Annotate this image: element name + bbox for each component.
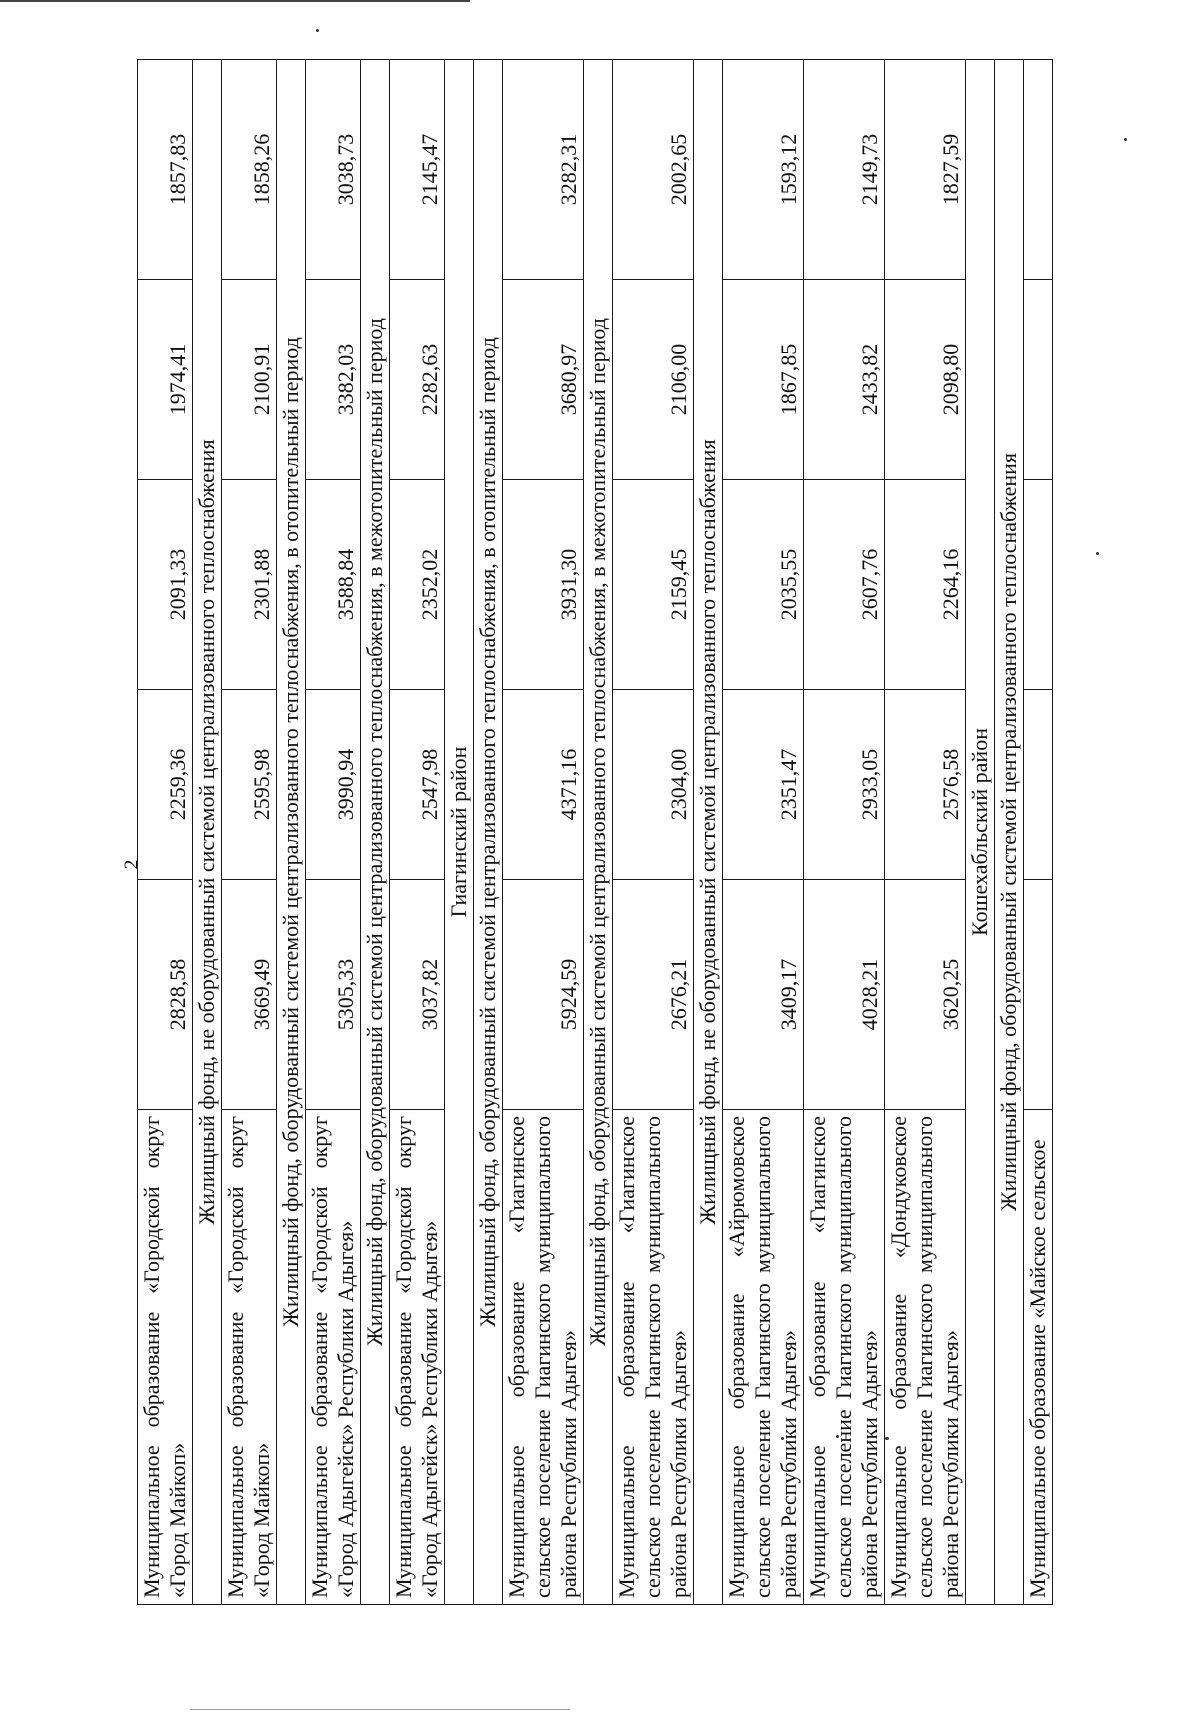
- section-row: [361, 60, 390, 1605]
- section-heading: Жилищный фонд, оборудованный системой централизованного теплоснабжения: [995, 60, 1024, 1605]
- municipality-name-cell: Муниципальное образование «Гиагинское сельское поселение Гиагинского муниципального района Республики Адыгея»: [503, 1110, 584, 1605]
- value-cell: 2259,36: [138, 690, 193, 880]
- section-heading: Гиагинский район: [445, 60, 474, 1605]
- scan-speck: [1096, 552, 1099, 555]
- municipality-name-cell: Муниципальное образование «Дондуковское сельское поселение Гиагинского муниципального района Республики Адыгея»: [885, 1110, 966, 1605]
- table-row: [613, 60, 694, 1605]
- value-cell: 1858,26: [222, 60, 277, 280]
- value-cell: 2576,58: [885, 690, 966, 880]
- scan-edge-top: [0, 0, 470, 2]
- tariff-table: [137, 59, 1053, 1605]
- value-cell: 2159,45: [613, 480, 694, 690]
- table-row: [1024, 60, 1053, 1605]
- section-row: [966, 60, 995, 1605]
- value-cell: 2098,80: [885, 280, 966, 480]
- table-row: [390, 60, 445, 1605]
- value-cell: 2607,76: [804, 480, 885, 690]
- value-cell: 2351,47: [723, 690, 804, 880]
- section-row: [193, 60, 222, 1605]
- value-cell: 2352,02: [390, 480, 445, 690]
- section-heading: Кошехабльский район: [966, 60, 995, 1605]
- section-heading: Жилищный фонд, не оборудованный системой централизованного теплоснабжения: [694, 60, 723, 1605]
- value-cell: 5305,33: [306, 880, 361, 1110]
- municipality-name-cell: Муниципальное образование «Городской округ «Город Майкоп»: [138, 1110, 193, 1605]
- value-cell: 3382,03: [306, 280, 361, 480]
- value-cell: 2933,05: [804, 690, 885, 880]
- value-cell: 4371,16: [503, 690, 584, 880]
- value-cell: 3588,84: [306, 480, 361, 690]
- value-cell: [1024, 880, 1053, 1110]
- section-row: [995, 60, 1024, 1605]
- value-cell: 3680,97: [503, 280, 584, 480]
- value-cell: 2264,16: [885, 480, 966, 690]
- value-cell: 3282,31: [503, 60, 584, 280]
- value-cell: 2595,98: [222, 690, 277, 880]
- value-cell: 3409,17: [723, 880, 804, 1110]
- value-cell: 1867,85: [723, 280, 804, 480]
- value-cell: 2301,88: [222, 480, 277, 690]
- section-row: [584, 60, 613, 1605]
- section-heading: Жилищный фонд, оборудованный системой централизованного теплоснабжения, в отопительный период: [474, 60, 503, 1605]
- value-cell: 2433,82: [804, 280, 885, 480]
- value-cell: 2676,21: [613, 880, 694, 1110]
- municipality-name-cell: Муниципальное образование «Городской округ «Город Майкоп»: [222, 1110, 277, 1605]
- value-cell: 5924,59: [503, 880, 584, 1110]
- table-row: [222, 60, 277, 1605]
- value-cell: 2304,00: [613, 690, 694, 880]
- section-heading: Жилищный фонд, оборудованный системой централизованного теплоснабжения, в межотопительный период: [584, 60, 613, 1605]
- value-cell: 4028,21: [804, 880, 885, 1110]
- value-cell: [1024, 60, 1053, 280]
- section-row: [474, 60, 503, 1605]
- value-cell: 2100,91: [222, 280, 277, 480]
- value-cell: 1974,41: [138, 280, 193, 480]
- section-row: [694, 60, 723, 1605]
- value-cell: 2035,55: [723, 480, 804, 690]
- value-cell: [1024, 690, 1053, 880]
- section-heading: Жилищный фонд, не оборудованный системой централизованного теплоснабжения: [193, 60, 222, 1605]
- value-cell: 2145,47: [390, 60, 445, 280]
- value-cell: 1827,59: [885, 60, 966, 280]
- municipality-name-cell: Муниципальное образование «Майское сельское: [1024, 1110, 1053, 1605]
- value-cell: 2106,00: [613, 280, 694, 480]
- table-row: [804, 60, 885, 1605]
- municipality-name-cell: Муниципальное образование «Городской округ «Город Адыгейск» Республики Адыгея»: [306, 1110, 361, 1605]
- value-cell: 1857,83: [138, 60, 193, 280]
- municipality-name-cell: Муниципальное образование «Гиагинское сельское поселение Гиагинского муниципального района Республики Адыгея»: [613, 1110, 694, 1605]
- municipality-name-cell: Муниципальное образование «Городской округ «Город Адыгейск» Республики Адыгея»: [390, 1110, 445, 1605]
- value-cell: 3990,94: [306, 690, 361, 880]
- scan-speck: [316, 29, 319, 32]
- value-cell: 2091,33: [138, 480, 193, 690]
- table-row: [306, 60, 361, 1605]
- value-cell: 3620,25: [885, 880, 966, 1110]
- municipality-name-cell: Муниципальное образование «Гиагинское сельское поселение Гиагинского муниципального района Республики Адыгея»: [804, 1110, 885, 1605]
- table-row: [138, 60, 193, 1605]
- table-row: [885, 60, 966, 1605]
- value-cell: 3669,49: [222, 880, 277, 1110]
- value-cell: 2149,73: [804, 60, 885, 280]
- value-cell: 3931,30: [503, 480, 584, 690]
- value-cell: 2547,98: [390, 690, 445, 880]
- table-row: [503, 60, 584, 1605]
- section-heading: Жилищный фонд, оборудованный системой централизованного теплоснабжения, в межотопительный период: [361, 60, 390, 1605]
- value-cell: 2002,65: [613, 60, 694, 280]
- table-row: [723, 60, 804, 1605]
- value-cell: 1593,12: [723, 60, 804, 280]
- section-row: [277, 60, 306, 1605]
- value-cell: 2828,58: [138, 880, 193, 1110]
- table-body: [138, 60, 1053, 1605]
- rotated-table-container: [137, 60, 1087, 1605]
- value-cell: [1024, 480, 1053, 690]
- municipality-name-cell: Муниципальное образование «Айрюмовское сельское поселение Гиагинского муниципального района Республики Адыгея»: [723, 1110, 804, 1605]
- page-number: 2: [120, 859, 143, 870]
- value-cell: 3038,73: [306, 60, 361, 280]
- section-row: [445, 60, 474, 1605]
- scan-edge-bottom: [190, 1709, 570, 1710]
- value-cell: 2282,63: [390, 280, 445, 480]
- section-heading: Жилищный фонд, оборудованный системой централизованного теплоснабжения, в отопительный период: [277, 60, 306, 1605]
- value-cell: 3037,82: [390, 880, 445, 1110]
- scan-speck: [1124, 138, 1127, 141]
- value-cell: [1024, 280, 1053, 480]
